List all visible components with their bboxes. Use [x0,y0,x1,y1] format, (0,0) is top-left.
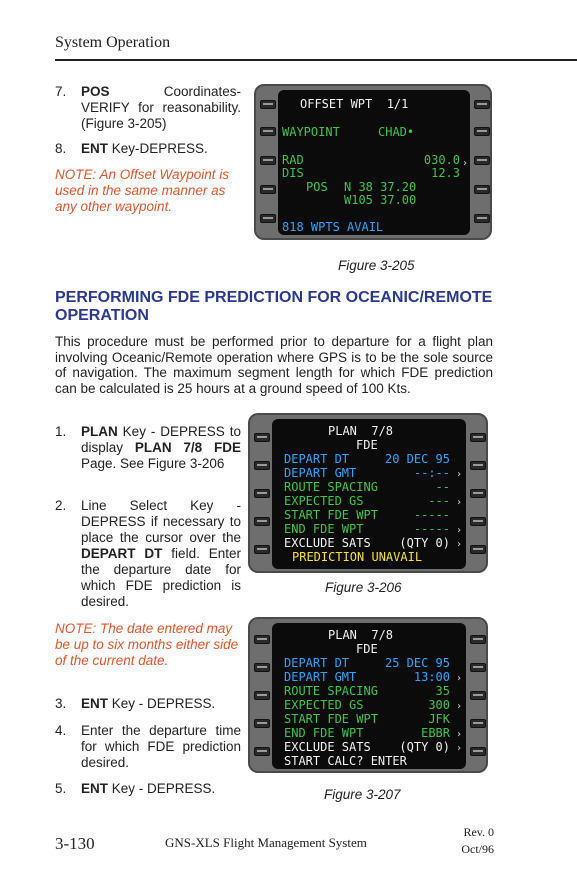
depart-dt-value[interactable]: 20 DEC 95 [384,452,450,466]
revision: Rev. 0 [463,825,494,839]
step-number: 5. [55,781,67,796]
route-spacing-label: ROUTE SPACING [284,480,378,494]
route-spacing-value[interactable]: -- [435,480,450,494]
route-spacing-value[interactable]: 35 [435,684,450,698]
figure-caption-205: Figure 3-205 [338,258,415,273]
exclude-sats-label: EXCLUDE SATS [284,740,371,754]
line-select-key-r1[interactable] [470,635,486,644]
line-select-key-r5[interactable] [470,747,486,756]
page-number: 3-130 [55,834,95,853]
manual-title: GNS-XLS Flight Management System [165,835,367,850]
start-fde-wpt-value[interactable]: ----- [413,508,450,522]
line-select-key-l1[interactable] [254,635,270,644]
line-select-key-r2[interactable] [474,127,490,136]
cdu-figure-206 [248,413,488,573]
prediction-status: PREDICTION UNAVAIL [292,550,423,564]
line-select-key-l2[interactable] [254,461,270,470]
line-select-arrow-icon: › [456,673,463,684]
page-subtitle: FDE [356,438,378,452]
line-select-key-l2[interactable] [254,663,270,672]
line-select-key-l5[interactable] [254,545,270,554]
line-select-key-l2[interactable] [260,127,276,136]
revision-info [444,824,494,858]
cdu-screen [278,90,470,235]
expected-gs-value[interactable]: 300 [428,698,450,712]
depart-dt-label: DEPART DT [284,452,350,466]
section-title: PERFORMING FDE PREDICTION FOR OCEANIC/REMOTE OPERATION [55,289,493,324]
line-select-key-l1[interactable] [260,100,276,109]
line-select-key-l3[interactable] [260,156,276,165]
expected-gs-value[interactable]: --- [428,494,450,508]
step-2 [55,498,245,613]
key-name: PLAN [81,424,118,439]
end-fde-wpt-value[interactable]: EBBR [421,726,450,740]
step-text [81,696,241,712]
step-body: Key - DEPRESS to display [81,424,241,455]
depart-gmt-label: DEPART GMT [284,670,357,684]
end-fde-wpt-label: END FDE WPT [284,522,364,536]
step-text [81,141,241,157]
line-select-key-l3[interactable] [254,691,270,700]
route-spacing-label: ROUTE SPACING [284,684,378,698]
header-rule [55,59,577,61]
line-select-key-r1[interactable] [474,100,490,109]
cdu-figure-205 [254,84,492,240]
rad-label: RAD [282,153,304,167]
step-body: Key - DEPRESS. [108,696,216,711]
step-8 [55,141,245,159]
key-name: ENT [81,696,108,711]
line-select-arrow-icon: › [456,701,463,712]
note-offset-waypoint: NOTE: An Offset Waypoint is used in the same manner as any other waypoint. [55,167,230,214]
cdu-figure-207 [248,617,488,773]
exclude-sats-value[interactable]: (QTY 0) [399,740,450,754]
step-number: 7. [55,84,67,99]
step-number: 2. [55,498,67,513]
line-select-arrow-icon: › [462,158,469,169]
line-select-key-l5[interactable] [254,747,270,756]
revision-date: Oct/96 [461,842,494,856]
step-body-end: field. Enter the departure date for which FDE prediction is desired. [81,546,241,609]
page-title: PLAN 7/8 [328,424,394,438]
line-select-key-r1[interactable] [470,433,486,442]
step-number: 8. [55,141,67,156]
rad-value: 030.0 [423,153,460,167]
key-name: ENT [81,781,108,796]
depart-gmt-value[interactable]: --:-- [413,466,450,480]
depart-dt-label: DEPART DT [284,656,350,670]
figure-caption-206: Figure 3-206 [325,580,402,595]
line-select-arrow-icon: › [456,469,463,480]
cdu-screen [272,419,466,569]
note-date-range: NOTE: The date entered may be up to six months either side of the current date. [55,621,239,668]
section-intro: This procedure must be performed prior to departure for a flight plan involving Oceanic/Remote operation where GPS is to be the sole source of navigation. The maximum segment length for which FDE prediction can be calculated is 25 hours at a ground speed of 100 Kts. [55,334,493,396]
line-select-key-l4[interactable] [254,517,270,526]
line-select-key-r5[interactable] [474,214,490,223]
figure-caption-207: Figure 3-207 [324,787,401,802]
cdu-screen [272,623,466,769]
start-calc-prompt: START CALC? ENTER [284,754,407,768]
waypoint-label: WAYPOINT [282,125,340,139]
line-select-key-l4[interactable] [254,719,270,728]
step-1 [55,424,245,488]
step-4 [55,723,245,773]
start-fde-wpt-label: START FDE WPT [284,508,378,522]
page-title: OFFSET WPT 1/1 [300,97,409,111]
line-select-key-l1[interactable] [254,433,270,442]
line-select-arrow-icon: › [456,525,463,536]
exclude-sats-label: EXCLUDE SATS [284,536,371,550]
depart-gmt-label: DEPART GMT [284,466,357,480]
step-body: Line Select Key - DEPRESS if necessary to place the cursor over the [81,498,241,545]
line-select-arrow-icon: › [456,729,463,740]
line-select-key-l5[interactable] [260,214,276,223]
line-select-key-l3[interactable] [254,489,270,498]
start-fde-wpt-value[interactable]: JFK [428,712,450,726]
line-select-key-r3[interactable] [474,156,490,165]
waypoints-available-status: 818 WPTS AVAIL [282,220,384,234]
step-body-end: Page. See Figure 3-206 [81,456,225,471]
step-number: 3. [55,696,67,711]
step-5 [55,781,245,799]
line-select-key-r5[interactable] [470,545,486,554]
expected-gs-label: EXPECTED GS [284,494,364,508]
page-title: PLAN 7/8 [328,628,394,642]
line-select-key-r4[interactable] [474,185,490,194]
pos-latitude: N 38 37.20 [344,180,417,194]
pos-label: POS [306,180,328,194]
expected-gs-label: EXPECTED GS [284,698,364,712]
line-select-key-r4[interactable] [470,517,486,526]
line-select-arrow-icon: › [456,497,463,508]
step-text [81,498,241,610]
step-body: Coordinates- VERIFY for reasonability. (Figure 3-205) [81,84,241,131]
step-number: 1. [55,424,67,439]
key-name: POS [81,84,110,99]
step-3 [55,696,245,714]
page-name: PLAN 7/8 FDE [134,440,241,455]
step-text [81,781,241,797]
page-header-title: System Operation [55,34,171,51]
line-select-key-r3[interactable] [470,489,486,498]
field-name: DEPART DT [81,546,163,561]
step-7 [55,84,245,134]
pos-longitude: W105 37.00 [344,193,417,207]
key-name: ENT [81,141,108,156]
end-fde-wpt-value[interactable]: ----- [413,522,450,536]
depart-gmt-value[interactable]: 13:00 [413,670,450,684]
step-number: 4. [55,723,67,738]
line-select-key-r2[interactable] [470,461,486,470]
line-select-key-r4[interactable] [470,719,486,728]
step-body: Key-DEPRESS. [108,141,208,156]
end-fde-wpt-label: END FDE WPT [284,726,364,740]
start-fde-wpt-label: START FDE WPT [284,712,378,726]
line-select-arrow-icon: › [456,743,463,754]
step-body: Key - DEPRESS. [108,781,216,796]
step-text [81,424,241,472]
depart-dt-value[interactable]: 25 DEC 95 [384,656,450,670]
line-select-key-l4[interactable] [260,185,276,194]
page-subtitle: FDE [356,642,378,656]
line-select-key-r2[interactable] [470,663,486,672]
dis-value: 12.3 [431,166,460,180]
dis-label: DIS [282,166,304,180]
step-text: Enter the departure time for which FDE prediction desired. [81,723,241,770]
line-select-key-r3[interactable] [470,691,486,700]
exclude-sats-value[interactable]: (QTY 0) [399,536,450,550]
step-text [81,84,241,132]
line-select-arrow-icon: › [456,539,463,550]
waypoint-value: CHAD• [378,125,415,139]
